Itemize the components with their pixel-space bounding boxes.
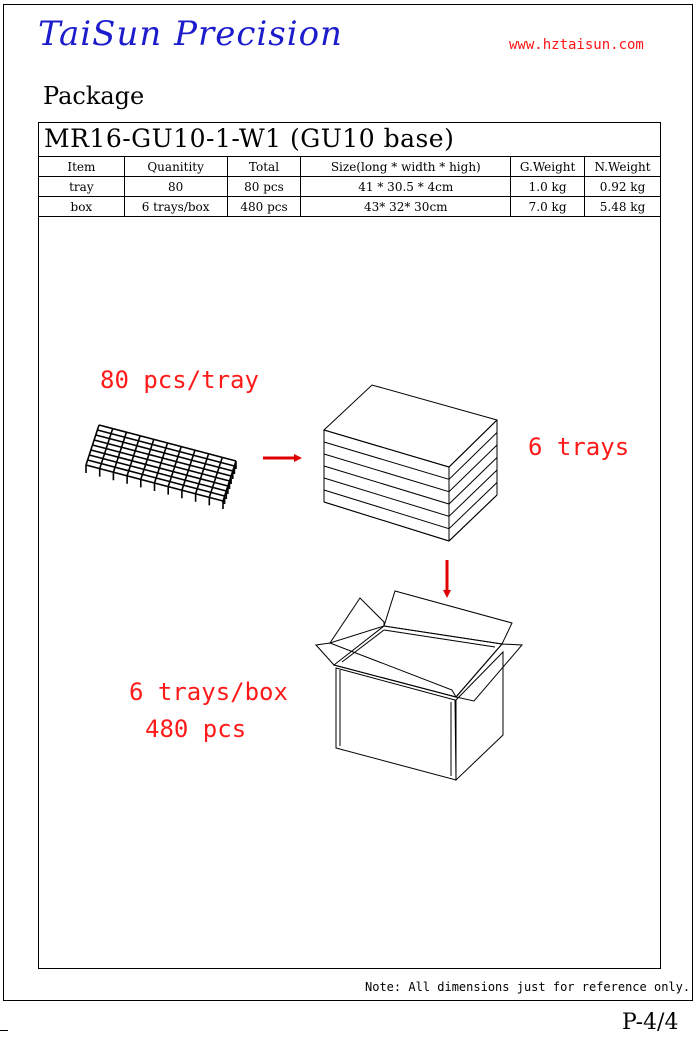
corner-mark xyxy=(0,1030,8,1031)
carton-box-illustration xyxy=(316,591,522,780)
brand-title: TaiSun Precision xyxy=(38,14,343,54)
website-link[interactable]: www.hztaisun.com xyxy=(509,37,644,53)
col-header-item: Item xyxy=(39,157,125,177)
cell-size: 43* 32* 30cm xyxy=(301,197,511,217)
box-total-label: 480 pcs xyxy=(145,715,247,743)
cell-quantity: 80 xyxy=(124,177,227,197)
col-header-quantity: Quanitity xyxy=(124,157,227,177)
cell-item: box xyxy=(39,197,125,217)
page-number: P-4/4 xyxy=(622,1010,679,1035)
col-header-gross-weight: G.Weight xyxy=(511,157,585,177)
cell-gross-weight: 7.0 kg xyxy=(511,197,585,217)
col-header-net-weight: N.Weight xyxy=(585,157,661,177)
tray-quantity-label: 80 pcs/tray xyxy=(100,366,259,394)
stack-quantity-label: 6 trays xyxy=(528,433,630,461)
cell-net-weight: 0.92 kg xyxy=(585,177,661,197)
arrow-right-icon xyxy=(263,454,302,462)
section-title: Package xyxy=(43,82,145,110)
model-title: MR16-GU10-1-W1 (GU10 base) xyxy=(44,124,455,153)
reference-note: Note: All dimensions just for reference only. xyxy=(365,980,691,994)
cell-quantity: 6 trays/box xyxy=(124,197,227,217)
box-trays-label: 6 trays/box xyxy=(129,678,288,706)
tray-stack-illustration xyxy=(324,385,497,541)
cell-net-weight: 5.48 kg xyxy=(585,197,661,217)
cell-gross-weight: 1.0 kg xyxy=(511,177,585,197)
col-header-total: Total xyxy=(227,157,301,177)
cell-total: 80 pcs xyxy=(227,177,301,197)
arrow-down-icon xyxy=(443,560,451,598)
cell-size: 41 * 30.5 * 4cm xyxy=(301,177,511,197)
col-header-size: Size(long * width * high) xyxy=(301,157,511,177)
cell-total: 480 pcs xyxy=(227,197,301,217)
cell-item: tray xyxy=(39,177,125,197)
tray-grid-illustration xyxy=(86,425,236,509)
